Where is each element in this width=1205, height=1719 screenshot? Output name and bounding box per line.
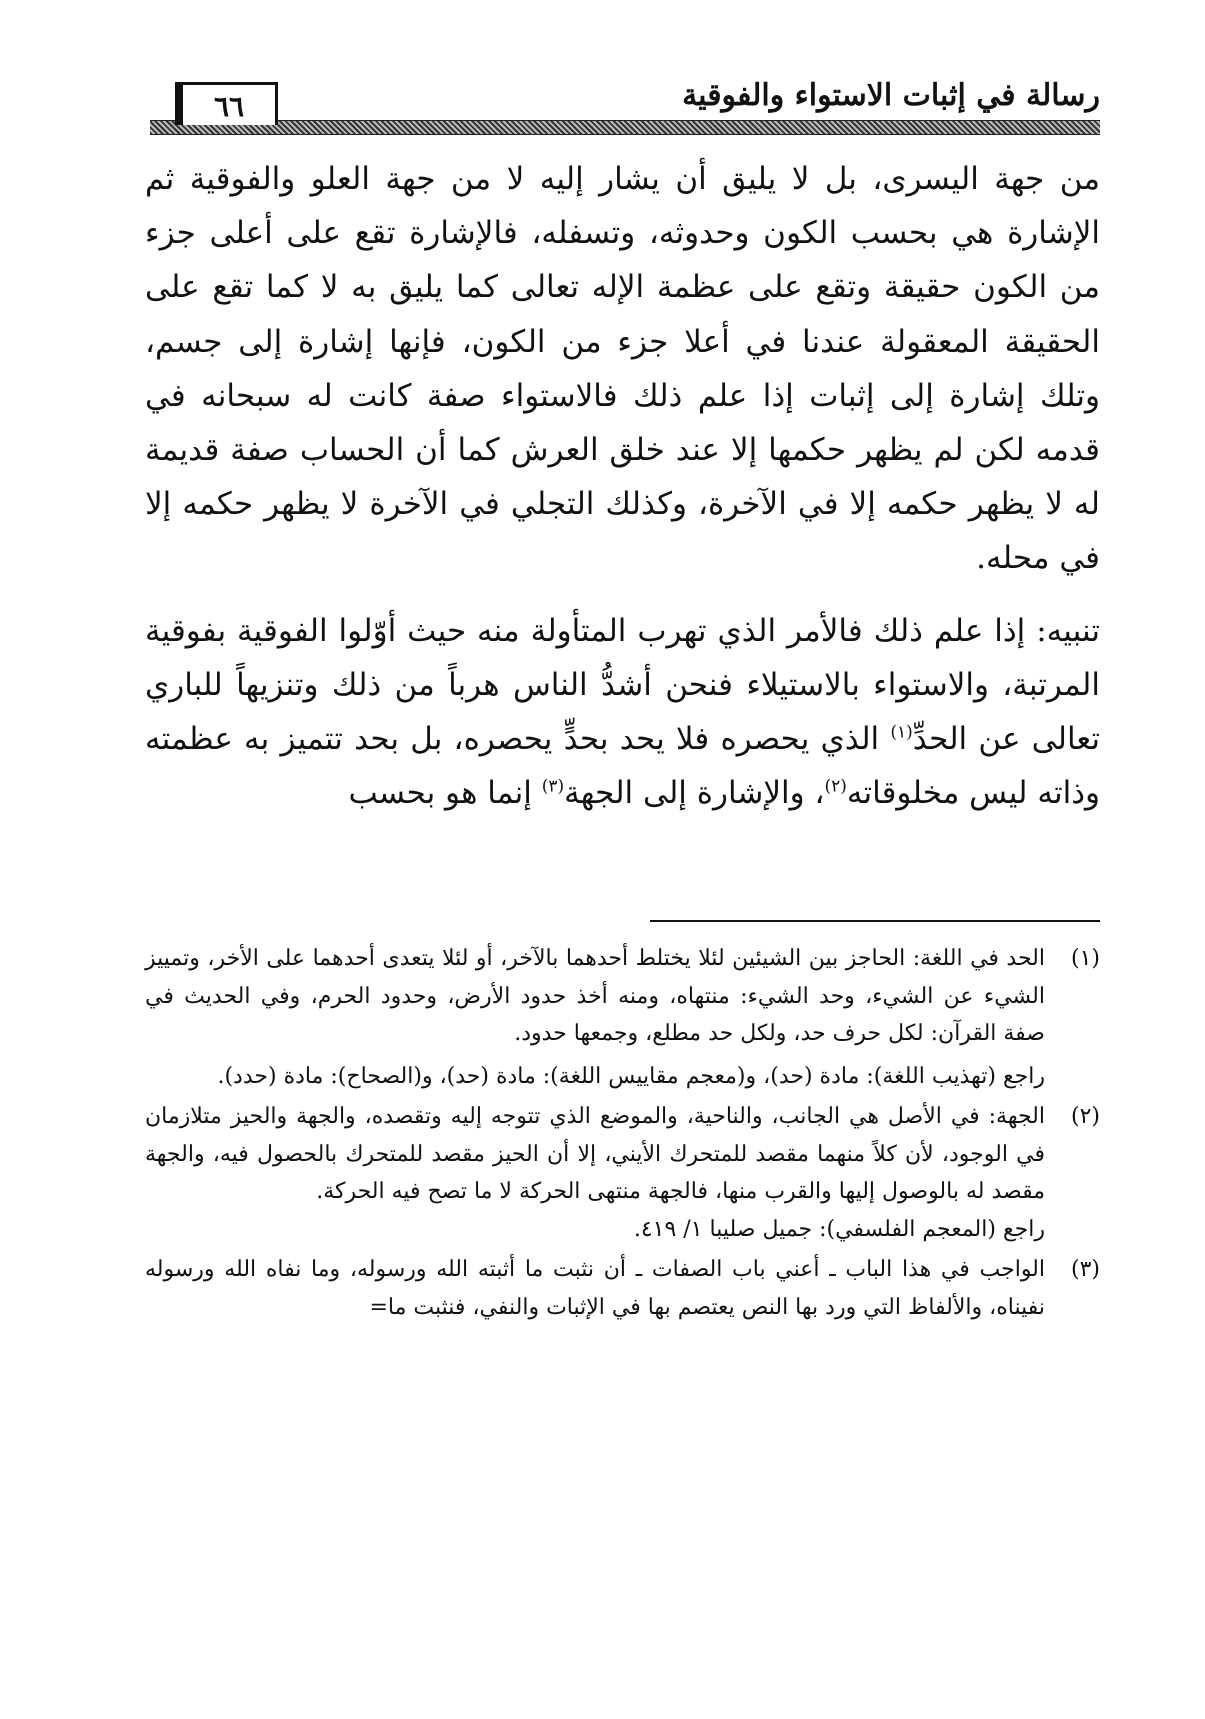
footnote-3 — [145, 1251, 1100, 1326]
footnote-text: الواجب في هذا الباب ـ أعني باب الصفات ـ أن نثبت ما أثبته الله ورسوله، وما نفاه الله ورسوله نفيناه، والألفاظ التي ورد بها النص يعتصم بها في الإثبات والنفي، فنثبت ما= — [145, 1257, 1045, 1320]
footnote-ref-2[interactable]: (٢) — [824, 776, 847, 797]
footnote-1 — [145, 940, 1100, 1095]
paragraph-2-text-part-1: تنبيه: إذا علم ذلك فالأمر الذي تهرب المتأولة منه حيث أوّلوا الفوقية بفوقية المرتبة، والاستواء بالاستيلاء فنحن أشدُّ الناس هرباً من ذلك وتنزيهاً للباري تعالى عن الحدِّ — [145, 612, 1100, 758]
footnotes — [145, 940, 1100, 1329]
footnote-number: (٣) — [1070, 1257, 1100, 1282]
footnote-text: الجهة: في الأصل هي الجانب، والناحية، والموضع الذي تتوجه إليه وتقصده، والجهة والحيز متلازمان في الوجود، لأن كلاً منهما مقصد للمتحرك الأيني، إلا أن الحيز مقصد للمتحرك بالحصول فيه، والجهة مقصد له بالوصول إليها والقرب منها، فالجهة منتهى الحركة لا ما تصح فيه الحركة. — [145, 1104, 1045, 1204]
header-rule — [150, 120, 1100, 135]
footnote-separator — [650, 920, 1100, 922]
footnote-number: (١) — [1070, 946, 1100, 971]
footnote-2 — [145, 1098, 1100, 1248]
footnote-ref-1[interactable]: (١) — [890, 722, 913, 743]
page-header — [150, 72, 1100, 142]
body-paragraph-2 — [145, 604, 1100, 821]
header-title: رسالة في إثبات الاستواء والفوقية — [682, 78, 1100, 113]
paragraph-2-text-part-3: ، والإشارة إلى الجهة — [564, 775, 825, 812]
paragraph-2-text-part-2: الذي يحصره فلا يحد بحدٍّ يحصره، بل بحد تتميز به عظمته وذاته ليس مخلوقاته — [145, 721, 1100, 812]
page-number: ٦٦ — [180, 82, 278, 125]
body-paragraph-1: من جهة اليسرى، بل لا يليق أن يشار إليه لا من جهة العلو والفوقية ثم الإشارة هي بحسب الكون وحدوثه، وتسفله، فالإشارة تقع على أعلى جزء من الكون حقيقة وتقع على عظمة الإله تعالى كما يليق به لا كما تقع على الحقيقة المعقولة عندنا في أعلا جزء من الكون، فإنها إشارة إلى جسم، وتلك إشارة إلى إثبات إذا علم ذلك فالاستواء صفة كانت له سبحانه في قدمه لكن لم يظهر حكمها إلا عند خلق العرش كما أن الحساب صفة قديمة له لا يظهر حكمه إلا في الآخرة، وكذلك التجلي في الآخرة لا يظهر حكمه إلا في محله. — [145, 161, 1100, 577]
paragraph-2-text-part-4: إنما هو بحسب — [348, 775, 542, 812]
footnote-number: (٢) — [1070, 1104, 1100, 1129]
footnote-reference: راجع (المعجم الفلسفي): جميل صليبا ١/ ٤١٩. — [633, 1216, 1045, 1242]
footnote-reference: راجع (تهذيب اللغة): مادة (حد)، و(معجم مقاييس اللغة): مادة (حد)، و(الصحاح): مادة (حدد). — [217, 1063, 1045, 1089]
footnote-text: الحد في اللغة: الحاجز بين الشيئين لئلا يختلط أحدهما بالآخر، أو لئلا يتعدى أحدهما على الأخر، وتمييز الشيء عن الشيء، وحد الشيء: منتهاه، ومنه أخذ حدود الأرض، وحدود الحرم، وفي الحديث في صفة القرآن: لكل حرف حد، ولكل حد مطلع، وجمعها حدود. — [145, 946, 1045, 1046]
footnote-ref-3[interactable]: (٣) — [541, 776, 565, 797]
main-text — [145, 152, 1100, 820]
